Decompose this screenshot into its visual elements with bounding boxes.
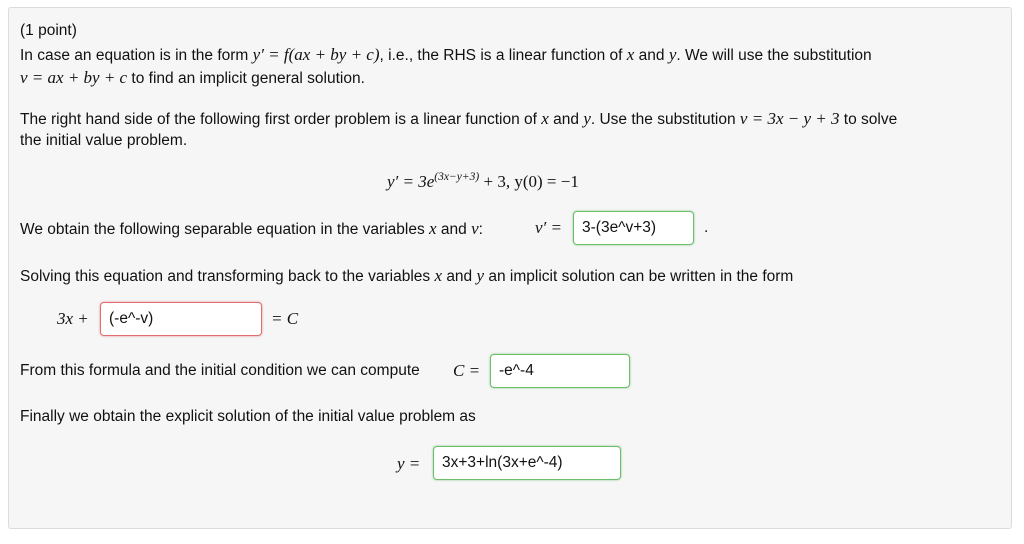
explicit-intro-line: Finally we obtain the explicit solution of the initial value problem as xyxy=(20,408,476,425)
general-substitution: v = ax + by + c xyxy=(20,68,128,87)
explicit-answer-input[interactable]: 3x+3+ln(3x+e^-4) xyxy=(433,446,621,480)
explicit-lhs: y = xyxy=(397,454,421,473)
para2-var-y: y xyxy=(583,109,591,128)
separable-lhs: v′ = xyxy=(535,218,562,237)
implicit-var-y: y xyxy=(476,266,485,285)
separable-text: We obtain the following separable equation in the variables xyxy=(20,221,425,238)
specific-substitution: v = 3x − y + 3 xyxy=(739,109,840,128)
separable-var-x: x xyxy=(429,219,437,238)
separable-answer-input[interactable]: 3-(3e^v+3) xyxy=(573,211,694,245)
c-answer-input[interactable]: -e^-4 xyxy=(490,354,630,388)
para2-text-2: and xyxy=(553,111,579,128)
ode-exponent: (3x−y+3) xyxy=(434,171,480,183)
point-label: (1 point) xyxy=(20,22,77,39)
c-line xyxy=(20,362,420,380)
implicit-text-2: an implicit solution can be written in the form xyxy=(488,268,794,285)
problem-panel xyxy=(8,7,1012,529)
separable-line xyxy=(20,219,483,239)
implicit-and: and xyxy=(446,268,473,285)
intro-line-1 xyxy=(20,45,872,65)
implicit-intro-line xyxy=(20,266,793,286)
implicit-var-x: x xyxy=(434,266,442,285)
c-lhs: C = xyxy=(453,361,481,380)
para2-line-1 xyxy=(20,109,897,129)
separable-colon: : xyxy=(478,221,483,238)
implicit-answer-input[interactable]: (-e^-v) xyxy=(100,302,262,336)
intro-var-y: y xyxy=(668,45,677,64)
intro-line-2 xyxy=(20,68,365,88)
para2-line-2: the initial value problem. xyxy=(20,132,188,149)
intro-text-1: In case an equation is in the form xyxy=(20,47,249,64)
intro-text-2: , i.e., the RHS is a linear function of xyxy=(379,47,623,64)
implicit-text: Solving this equation and transforming back to the variables xyxy=(20,268,431,285)
para2-text-1: The right hand side of the following first order problem is a linear function of xyxy=(20,111,537,128)
intro-var-x: x xyxy=(626,45,635,64)
implicit-lhs: 3x + xyxy=(57,309,89,328)
intro-text-3: and xyxy=(638,47,665,64)
ode-rhs: + 3, y(0) = −1 xyxy=(483,172,579,191)
separable-var-v: v xyxy=(471,219,479,238)
separable-period: . xyxy=(704,219,709,236)
intro-math-form: y′ = f(ax + by + c) xyxy=(252,45,380,64)
separable-and: and xyxy=(440,221,467,238)
implicit-rhs: = C xyxy=(271,309,299,328)
para2-text-3: . Use the substitution xyxy=(590,111,736,128)
c-text: From this formula and the initial condition we can compute xyxy=(20,362,420,379)
ode-lhs: y′ = 3e xyxy=(387,172,435,191)
ode-equation xyxy=(387,172,579,192)
para2-var-x: x xyxy=(541,109,549,128)
para2-text-4: to solve xyxy=(843,111,898,128)
intro-text-5: to find an implicit general solution. xyxy=(131,70,365,87)
intro-text-4: . We will use the substitution xyxy=(676,47,872,64)
